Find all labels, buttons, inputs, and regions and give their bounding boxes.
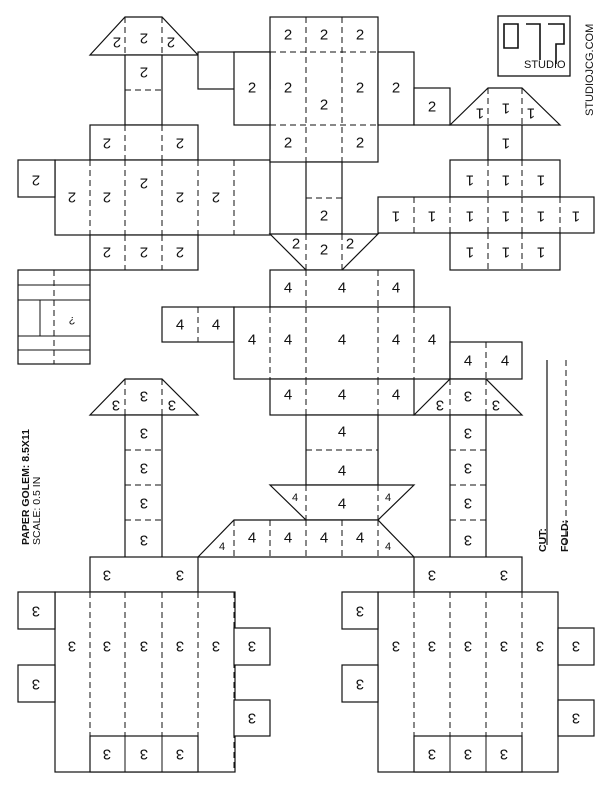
piece-number: 3 xyxy=(175,745,185,763)
piece-number: 2 xyxy=(175,188,185,206)
piece-number: 4 xyxy=(337,495,347,513)
sheet-title: PAPER GOLEM: 8.5X11 xyxy=(20,429,32,545)
piece-number: 3 xyxy=(571,637,581,655)
piece-number: 3 xyxy=(167,396,177,414)
piece-number: 1 xyxy=(475,104,485,122)
piece-number: 3 xyxy=(499,745,509,763)
piece-number: 1 xyxy=(536,171,546,189)
piece-number: 2 xyxy=(175,243,185,261)
piece-number: 3 xyxy=(463,459,473,477)
piece-number: 3 xyxy=(463,637,473,655)
piece-number: 3 xyxy=(102,637,112,655)
piece-number: 2 xyxy=(319,96,329,114)
piece-number: 2 xyxy=(139,174,149,192)
piece-number: 1 xyxy=(391,207,401,225)
website-label: STUDIOJCG.COM xyxy=(584,23,596,116)
piece-number: 3 xyxy=(175,637,185,655)
piece-number: 3 xyxy=(139,424,149,442)
piece-number: 4 xyxy=(337,279,347,297)
piece-number: 2 xyxy=(355,134,365,152)
piece-number: 3 xyxy=(427,745,437,763)
piece-number: 1 xyxy=(427,207,437,225)
piece-number: 3 xyxy=(463,531,473,549)
piece-number: 3 xyxy=(463,494,473,512)
piece-number: 2 xyxy=(247,79,257,97)
piece-number: 3 xyxy=(102,745,112,763)
piece-number: 1 xyxy=(465,207,475,225)
piece-number: 1 xyxy=(501,243,511,261)
piece-number: 2 xyxy=(319,26,329,44)
piece-number: 4 xyxy=(463,352,473,370)
piece-number: 1 xyxy=(526,104,536,122)
piece-number: 1 xyxy=(501,171,511,189)
piece-number: 2 xyxy=(427,98,437,116)
piece-number: 3 xyxy=(499,637,509,655)
piece-number: 3 xyxy=(139,387,149,405)
piece-number: 3 xyxy=(427,566,437,584)
piece-number: 2 xyxy=(139,243,149,261)
piece-number: 2 xyxy=(283,26,293,44)
piece-number: 3 xyxy=(102,566,112,584)
piece-number: 4 xyxy=(247,331,257,349)
piece-number: 4 xyxy=(337,462,347,480)
piece-number: 2 xyxy=(31,171,41,189)
piece-number: 4 xyxy=(291,492,299,504)
piece-number: 3 xyxy=(355,675,365,693)
piece-number: 4 xyxy=(391,279,401,297)
piece-number: 4 xyxy=(319,529,329,547)
piece-number: 4 xyxy=(391,331,401,349)
piece-number: 2 xyxy=(291,235,301,253)
piece-number: 4 xyxy=(500,352,510,370)
piece-number: 4 xyxy=(283,331,293,349)
piece-number: 2 xyxy=(345,235,355,253)
piece-number: 3 xyxy=(499,566,509,584)
piece-number: 3 xyxy=(139,637,149,655)
piece-number: 3 xyxy=(175,566,185,584)
piece-number: 2 xyxy=(112,33,122,51)
piece-number: 3 xyxy=(139,494,149,512)
piece-number: 4 xyxy=(283,386,293,404)
piece-number: 3 xyxy=(391,637,401,655)
piece-number: 3 xyxy=(427,637,437,655)
piece-number: 4 xyxy=(427,331,437,349)
piece-number: 2 xyxy=(175,134,185,152)
piece-number: 3 xyxy=(111,396,121,414)
piece-number: 4 xyxy=(337,331,347,349)
cut-legend-label: CUT: xyxy=(537,528,549,552)
piece-number: 1 xyxy=(465,171,475,189)
piece-number: 3 xyxy=(491,396,501,414)
piece-number: 3 xyxy=(211,637,221,655)
piece-number: 4 xyxy=(283,279,293,297)
piece-number: 2 xyxy=(283,134,293,152)
piece-number: 3 xyxy=(139,531,149,549)
piece-number: 2 xyxy=(391,79,401,97)
piece-number: 1 xyxy=(501,99,511,117)
piece-number: 1 xyxy=(571,207,581,225)
piece-number: 3 xyxy=(139,459,149,477)
logo-glyphs xyxy=(504,24,564,64)
piece-number: 3 xyxy=(31,602,41,620)
piece-number: 2 xyxy=(283,79,293,97)
piece-number: 2 xyxy=(355,79,365,97)
fold-legend-label: FOLD: xyxy=(559,519,571,552)
piece-number: 3 xyxy=(31,675,41,693)
piece-number: 4 xyxy=(218,541,226,553)
piece-number: 4 xyxy=(175,316,185,334)
piece1-band xyxy=(378,197,594,233)
piece-number: 2 xyxy=(319,207,329,225)
piece-number: 4 xyxy=(283,529,293,547)
piece-number: ? xyxy=(68,314,76,326)
piece-number: 3 xyxy=(571,709,581,727)
piece-number: 2 xyxy=(102,243,112,261)
piece-number: 3 xyxy=(67,637,77,655)
piece-number: 3 xyxy=(355,602,365,620)
piece-number: 4 xyxy=(391,386,401,404)
logo-word: STUDIO xyxy=(524,59,566,71)
piece-number: 1 xyxy=(501,134,511,152)
piece-number: 2 xyxy=(102,188,112,206)
piece-number: 2 xyxy=(319,241,329,259)
piece-number: 1 xyxy=(536,207,546,225)
scale-label: SCALE: 0.5 IN xyxy=(31,476,43,545)
piece-number: 4 xyxy=(384,492,392,504)
piece-number: 3 xyxy=(435,396,445,414)
piece-number: 4 xyxy=(247,529,257,547)
piece-number: 3 xyxy=(463,387,473,405)
piece-number: 2 xyxy=(211,188,221,206)
piece-number: 4 xyxy=(211,316,221,334)
piece-number: 2 xyxy=(166,33,176,51)
piece-number: 3 xyxy=(247,709,257,727)
piece-number: 4 xyxy=(337,386,347,404)
piece-number: 4 xyxy=(337,423,347,441)
piece-number: 4 xyxy=(384,541,392,553)
piece-number: 4 xyxy=(355,529,365,547)
piece-number: 1 xyxy=(501,207,511,225)
piece-number: 1 xyxy=(465,243,475,261)
piece-number: 2 xyxy=(102,134,112,152)
piece-number: 3 xyxy=(535,637,545,655)
piece-number: 2 xyxy=(67,188,77,206)
piece-number: 2 xyxy=(355,26,365,44)
piece-number: 3 xyxy=(463,424,473,442)
piece-number: 2 xyxy=(139,29,149,47)
piece-number: 1 xyxy=(536,243,546,261)
piece-number: 3 xyxy=(463,745,473,763)
piece-number: 3 xyxy=(247,637,257,655)
piece-number: 3 xyxy=(139,745,149,763)
piece-number: 2 xyxy=(139,63,149,81)
